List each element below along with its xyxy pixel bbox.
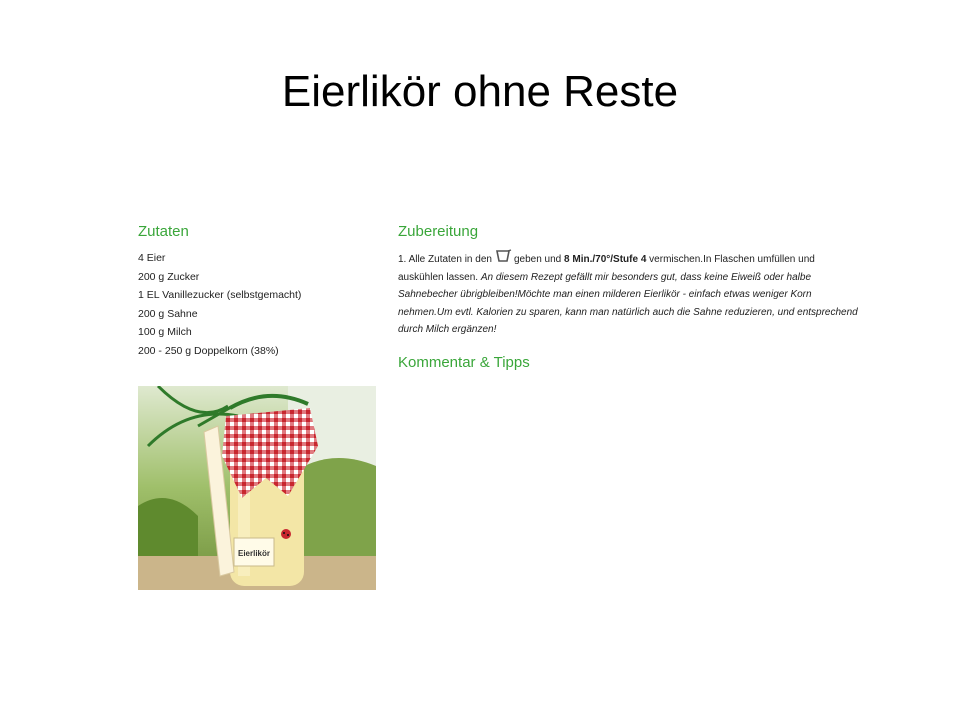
step-text-prefix: 1. Alle Zutaten in den — [398, 254, 492, 265]
step-comment: An diesem Rezept gefällt mir besonders gut, dass keine Eiweiß oder halbe Sahnebecher übrigbleiben!Möchte man einen milderen Eierlikör - einfach etwas weniger Korn nehmen.Um evtl. Kalorien zu sparen, kann man natürlich auch die Sahne reduzieren, und entsprechend durch Milch ergänzen! — [398, 271, 858, 335]
ingredient-item: 4 Eier — [138, 252, 166, 264]
bottle-label: Eierlikör — [237, 549, 271, 558]
slide-title: Eierlikör ohne Reste — [281, 67, 679, 116]
step-setting: 8 Min./70°/Stufe 4 — [564, 254, 647, 265]
step-text-after: vermischen.In Flaschen umfüllen und auskühlen lassen. — [398, 254, 815, 283]
ingredient-item: 200 - 250 g Doppelkorn (38%) — [138, 344, 279, 357]
ingredient-item: 100 g Milch — [138, 326, 192, 338]
preparation-step — [398, 249, 858, 339]
ingredients-list — [138, 249, 378, 360]
mixing-bowl-icon — [494, 249, 512, 263]
tips-heading: Kommentar & Tipps — [398, 353, 530, 371]
recipe-screenshot — [138, 222, 858, 592]
ingredient-item: 1 EL Vanillezucker (selbstgemacht) — [138, 289, 302, 301]
preparation-heading: Zubereitung — [398, 223, 479, 240]
eierlikoer-bottle-photo — [138, 386, 376, 590]
ladybug-icon — [281, 529, 291, 539]
ingredient-item: 200 g Zucker — [138, 270, 200, 283]
step-text-mid: geben und — [513, 254, 562, 265]
ingredients-column — [138, 222, 378, 360]
ingredient-item: 200 g Sahne — [138, 307, 198, 320]
ingredients-heading: Zutaten — [138, 223, 189, 240]
preparation-column — [398, 222, 858, 380]
